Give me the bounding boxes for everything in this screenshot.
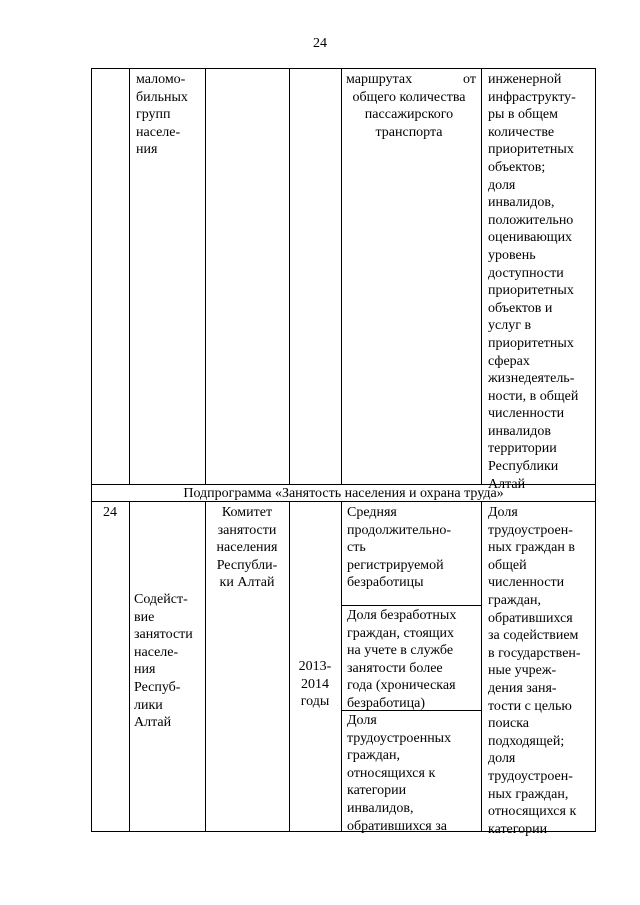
continued-result: инженерной инфраструкту- ры в общем количестве приоритетных объектов; доля инвалидов, положительно оценивающих уровень доступности приоритетных объектов и услуг в приоритетных сферах жизнедеятель- ности, в общей численности инвалидов территории Республики Алтай bbox=[488, 72, 579, 492]
col-border bbox=[481, 501, 482, 832]
continued-indicator: общего количества пассажирского транспорта bbox=[352, 89, 466, 140]
executor: Комитет занятости населения Республи- ки Алтай bbox=[216, 505, 278, 591]
indicator-2: Доля безработных граждан, стоящих на учете в службе занятости более года (хроническая безработица) bbox=[347, 608, 457, 711]
expected-result: Доля трудоустроен- ных граждан в общей численности граждан, обратившихся за содействием в государствен- ные учреж- дения заня- тости с целью поиска подходящей; доля трудоустроен- ных граждан, относящихся к категории bbox=[488, 505, 581, 837]
col-border bbox=[595, 68, 596, 832]
table-top-border bbox=[91, 68, 596, 69]
col-border bbox=[129, 501, 130, 832]
indicator-1: Средняя продолжительно- сть регистрируемой безработицы bbox=[347, 505, 452, 591]
continued-target-group: маломо- бильных групп населе- ния bbox=[136, 72, 188, 158]
continued-indicator-line1: маршрутах от bbox=[346, 72, 476, 87]
indicator-3: Доля трудоустроенных граждан, относящихся к категории инвалидов, обратившихся за bbox=[347, 713, 452, 834]
indicator-divider-1 bbox=[341, 605, 481, 606]
col-border bbox=[205, 68, 206, 485]
page-number: 24 bbox=[313, 36, 327, 51]
col-border bbox=[289, 68, 290, 485]
col-border bbox=[129, 68, 130, 485]
col-border bbox=[341, 68, 342, 485]
subprogram-title: Подпрограмма «Занятость населения и охрана труда» bbox=[183, 485, 504, 501]
row-number: 24 bbox=[103, 505, 117, 520]
col-border bbox=[341, 501, 342, 832]
col-border bbox=[481, 68, 482, 485]
period: 2013- 2014 годы bbox=[298, 659, 332, 710]
measure-name: Содейст- вие занятости населе- ния Респуб- лики Алтай bbox=[134, 592, 193, 731]
col-border bbox=[91, 68, 92, 832]
